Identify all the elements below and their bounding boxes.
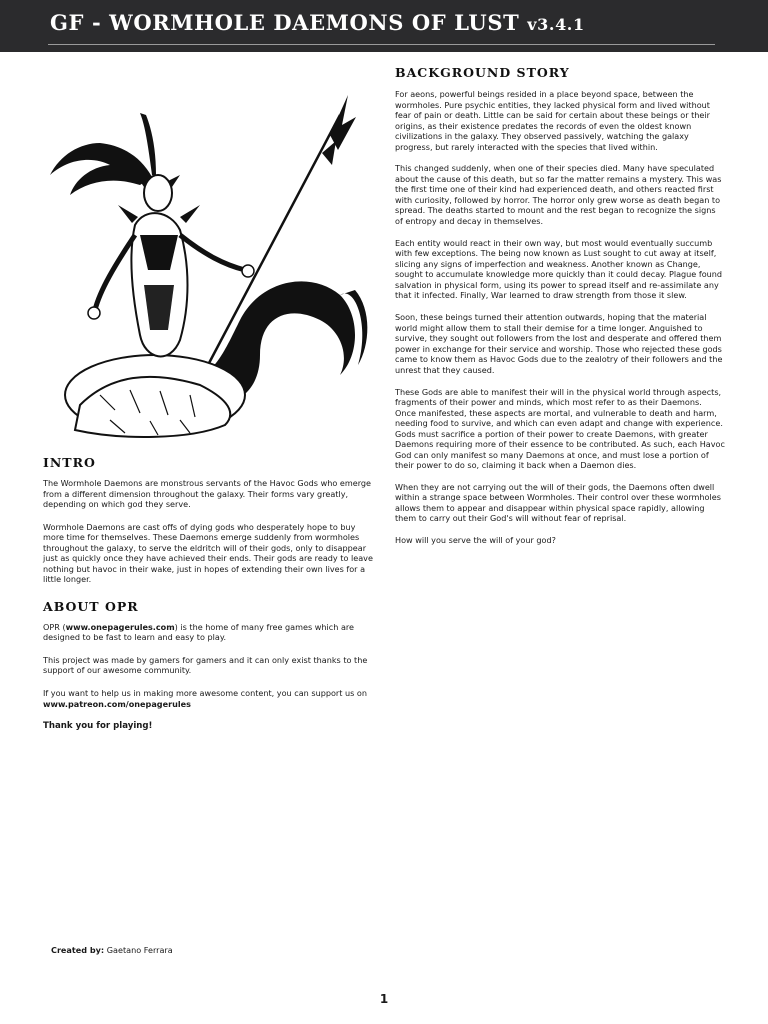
background-paragraph: For aeons, powerful beings resided in a place beyond space, between the wormholes. Pure psychic entities, they lacked physical form and lived without fear of pain or death. Little can be said for certain about these beings or their origins, as their existence predates the records of even the oldest known civilizations in the galaxy. They observed passively, watching the galaxy progress, but rarely interacted with the species that lived within.	[395, 89, 710, 152]
about-text: If you want to help us in making more awesome content, you can support us on	[43, 688, 368, 699]
background-paragraph: When they are not carrying out the will of their gods, the Daemons often dwell within a strange space between Wormholes. Their control over these wormholes allows them to appear and disappear within physical space rapidly, allowing them to carry out their God's will without fear of reprisal.	[395, 481, 721, 524]
onepagerules-link[interactable]: www.onepagerules.com	[65, 621, 175, 632]
daemon-serpent-illustration	[40, 95, 375, 440]
author-credit	[51, 945, 173, 955]
patreon-link[interactable]: www.patreon.com/onepagerules	[43, 698, 191, 709]
about-text: ) is the home of many free games which are designed to be fast to learn and easy to play.	[43, 621, 355, 643]
about-text: OPR (	[43, 621, 66, 632]
credit-name: Gaetano Ferrara	[106, 945, 173, 955]
intro-paragraph: Wormhole Daemons are cast offs of dying gods who desperately hope to buy more time for themselves. These Daemons emerge suddenly from wormholes throughout the galaxy, to serve the eldritch will of their gods, only to disappear just as quickly once they have achieved their ends. Their gods are ready to leave nothing but havoc in their wake, just in hopes of extending their own lives for a little longer.	[43, 521, 373, 585]
background-paragraph: This changed suddenly, when one of their species died. Many have speculated about the cause of this death, but so far the matter remains a mystery. This was the first time one of their kind had experienced death, and others reacted first with curiosity, followed by horror. The horror only grew worse as death began to spread. The deaths started to mount and the rest began to recognize the signs of entropy and decay in themselves.	[395, 163, 722, 226]
background-paragraph: Soon, these beings turned their attention outwards, hoping that the material world might allow them to stall their demise for a time longer. Anguished to survive, they sought out followers from the lost and desperate and offered them power in exchange for their service and worship. Those who rejected these gods came to know them as Havoc Gods due to the zealotry of their followers and the unrest that they caused.	[395, 312, 723, 375]
page-number: 1	[379, 992, 389, 1006]
about-paragraph: This project was made by gamers for gamers and it can only exist thanks to the support of our awesome community.	[43, 654, 368, 676]
intro-paragraph: The Wormhole Daemons are monstrous servants of the Havoc Gods who emerge from a different dimension throughout the galaxy. Their forms vary greatly, depending on which god they serve.	[43, 478, 372, 509]
thanks-text: Thank you for playing!	[43, 721, 153, 732]
background-heading: BACKGROUND STORY	[395, 65, 570, 80]
credit-label: Created by:	[51, 945, 105, 955]
about-paragraph	[43, 688, 373, 709]
about-heading: ABOUT OPR	[43, 598, 139, 614]
left-column	[43, 455, 373, 744]
intro-heading: INTRO	[43, 455, 96, 470]
header-divider	[48, 44, 715, 45]
page-header	[0, 0, 768, 52]
title-text: GF - WORMHOLE DAEMONS OF LUST	[50, 10, 520, 35]
version-label: v3.4.1	[527, 15, 585, 34]
background-paragraph: Each entity would react in their own way, but most would eventually succumb with few exceptions. The being now known as Lust sought to cut away at itself, slicing any signs of imperfection and weakness. Another known as Change, sought to accumulate knowledge more quickly than it could decay. Plague found salvation in physical form, using its power to spread itself and re-assimilate any that it infected. Finally, War learned to draw strength from those it slew.	[395, 237, 723, 301]
right-column	[395, 65, 725, 557]
background-paragraph: How will you serve the will of your god?	[395, 535, 556, 546]
about-paragraph	[43, 622, 373, 643]
page-title	[50, 10, 585, 35]
background-paragraph: These Gods are able to manifest their will in the physical world through aspects, fragments of their power and minds, which most refer to as their Daemons. Once manifested, these aspects are mortal, and vulnerable to death and harm, needing food to survive, and which can even adapt and change with experience. Gods must sacrifice a portion of their power to create Daemons, with greater Daemons requiring more of their essence to be contributed. As such, each Havoc God can only manifest so many Daemons at once, and must lose a portion of their power to do so, claiming it back when a Daemon dies.	[395, 386, 725, 471]
